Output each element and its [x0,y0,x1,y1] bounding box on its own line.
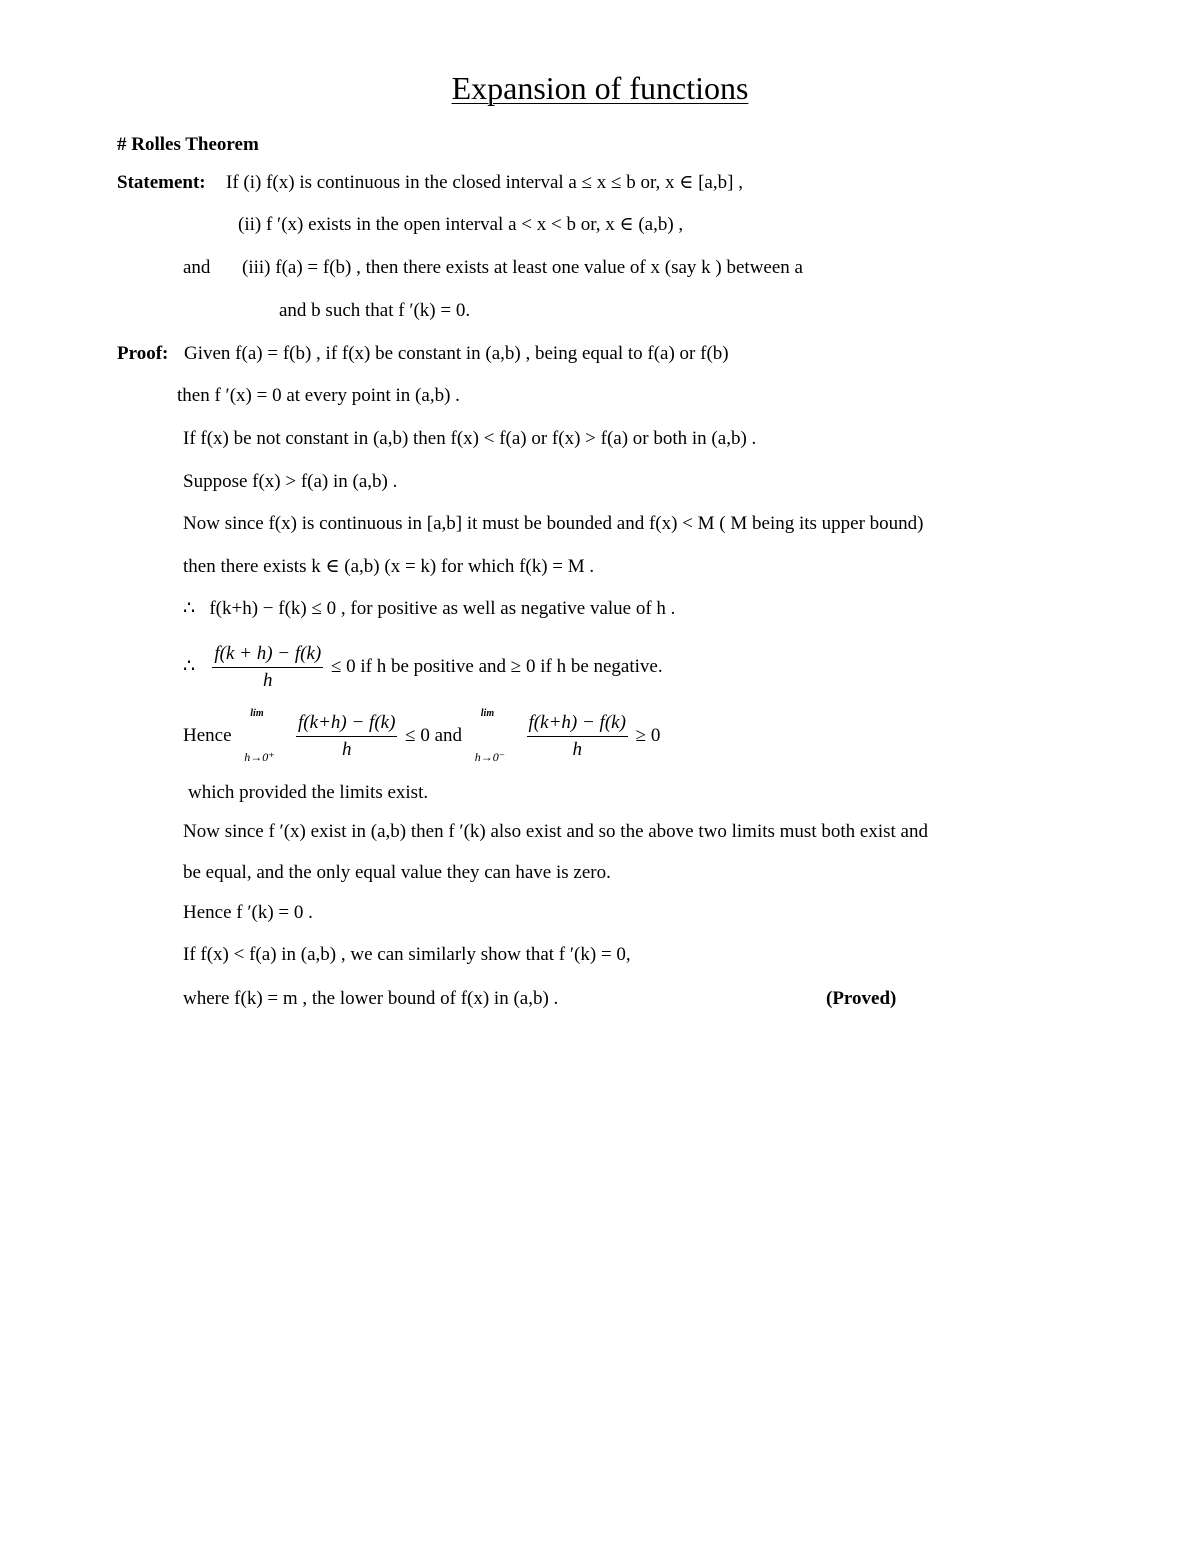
limit-fraction-1-numerator: f(k+h) − f(k) [296,712,397,737]
proof-line-10: which provided the limits exist. [188,782,429,803]
lim-word-2: lim [480,707,495,719]
title-text: Expansion of functions [451,70,749,106]
left-limit-operator [474,707,515,764]
proved-marker: (Proved) [826,988,897,1009]
statement-line-1: If (i) f(x) is continuous in the closed interval a ≤ x ≤ b or, x ∈ [a,b] , [226,172,743,193]
proof-line-8-text: ≤ 0 if h be positive and ≥ 0 if h be negative. [330,656,663,677]
proof-line-2: then f ′(x) = 0 at every point in (a,b) . [177,385,460,406]
therefore-symbol-2: ∴ [183,656,196,677]
section-heading: # Rolles Theorem [117,134,259,155]
statement-label: Statement: [117,172,206,193]
limit-fraction-2-denominator: h [572,739,582,761]
proof-line-7-text: f(k+h) − f(k) ≤ 0 , for positive as well as negative value of h . [209,598,676,619]
limit-1-inequality: ≤ 0 [405,725,430,746]
document-title [0,68,1200,108]
proof-line-7 [183,597,675,621]
limit-fraction-1 [296,712,397,761]
proof-line-6: then there exists k ∈ (a,b) (x = k) for which f(k) = M . [183,556,595,577]
proof-line-4: Suppose f(x) > f(a) in (a,b) . [183,471,398,492]
limit-fraction-2-numerator: f(k+h) − f(k) [527,712,628,737]
proof-line-8 [183,641,663,693]
difference-quotient-fraction [212,643,323,692]
proof-line-15: where f(k) = m , the lower bound of f(x) in (a,b) . [183,988,559,1009]
proof-line-3: If f(x) be not constant in (a,b) then f(x) < f(a) or f(x) > f(a) or both in (a,b) . [183,428,757,449]
hence-label: Hence [183,725,232,746]
statement-line-4: and b such that f ′(k) = 0. [279,300,471,321]
limit-fraction-1-denominator: h [341,739,352,761]
right-limit-operator [244,707,284,764]
limit-fraction-2 [527,712,628,761]
proof-line-13: Hence f ′(k) = 0 . [183,902,313,923]
proof-line-14: If f(x) < f(a) in (a,b) , we can similarly show that f ′(k) = 0, [183,944,631,965]
proof-line-11: Now since f ′(x) exist in (a,b) then f ′(k) also exist and so the above two limits must both exist and [183,821,928,842]
limit-2-inequality: ≥ 0 [635,725,661,746]
proof-line-5: Now since f(x) is continuous in [a,b] it must be bounded and f(x) < M ( M being its upper bound) [183,513,924,534]
statement-line-3: (iii) f(a) = f(b) , then there exists at least one value of x (say k ) between a [242,257,803,278]
limits-line [183,708,660,764]
statement-line-2: (ii) f ′(x) exists in the open interval a < x < b or, x ∈ (a,b) , [238,214,684,235]
therefore-symbol: ∴ [183,598,196,619]
lim-word-1: lim [250,707,264,719]
lim-subscript-2: h→0⁻ [474,749,506,764]
statement-and: and [183,257,211,278]
fraction-numerator: f(k + h) − f(k) [212,643,323,668]
lim-subscript-1: h→0⁺ [244,749,275,764]
fraction-denominator: h [263,670,273,692]
proof-label: Proof: [117,343,169,364]
and-word: and [434,725,463,746]
proof-line-1: Given f(a) = f(b) , if f(x) be constant in (a,b) , being equal to f(a) or f(b) [184,343,729,364]
proof-line-12: be equal, and the only equal value they can have is zero. [183,862,611,883]
